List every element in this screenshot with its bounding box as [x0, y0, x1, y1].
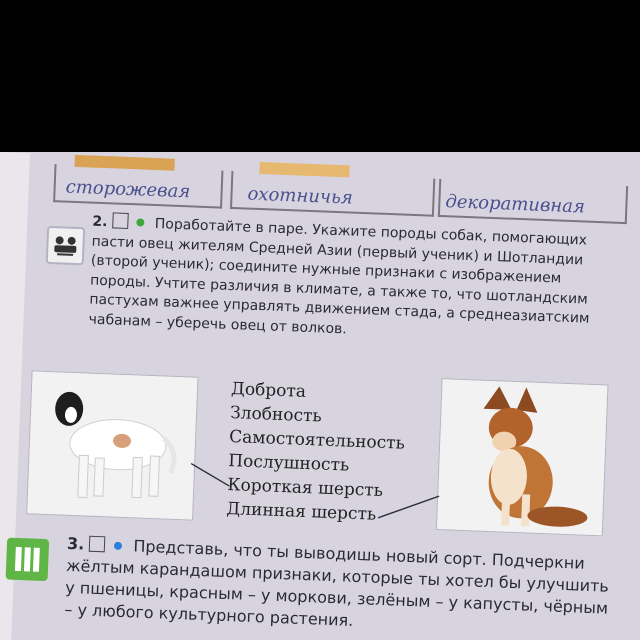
trait-short-coat: Короткая шерсть: [227, 474, 384, 501]
trait-malice: Злобность: [229, 403, 323, 427]
task-3-body: Представь, что ты выводишь новый сорт. Подчеркни жёлтым карандашом признаки, которые ты хотел бы улучшить у пшеницы, красным – у моркови, зелёным – у капусты, чёрным – у любого культурного растения.: [64, 536, 610, 630]
trait-independence: Самостоятельность: [228, 427, 406, 454]
line-short-coat: [190, 464, 230, 486]
trait-kindness: Доброта: [230, 379, 307, 402]
task-3-level-dot-icon: [114, 542, 122, 550]
trait-long-coat: Длинная шерсть: [226, 498, 377, 525]
task-3-number: 3.: [66, 533, 85, 554]
line-long-coat: [378, 494, 439, 520]
task-2-number: 2.: [92, 213, 108, 231]
page-content: [0, 152, 640, 640]
task-2-body: Поработайте в паре. Укажите породы собак, помогающих пасти овец жителям Средней Азии (первый ученик) и Шотландии (второй ученик); соедините нужные признаки с изображением породы. Учтите различия в климате, а также то, что шотландским пастухам важнее управлять движением стада, а среднеазиатским чабанам – уберечь овец от волков.: [88, 216, 590, 337]
task-3-mark-icon: [89, 536, 106, 553]
handwritten-label-hunting: охотничья: [247, 183, 354, 209]
textbook-page: [0, 152, 640, 640]
trait-obedience: Послушность: [227, 450, 350, 476]
handwritten-label-decorative: декоративная: [445, 191, 586, 218]
handwritten-label-guard: сторожевая: [65, 176, 191, 203]
task-3-icon: [6, 538, 50, 582]
